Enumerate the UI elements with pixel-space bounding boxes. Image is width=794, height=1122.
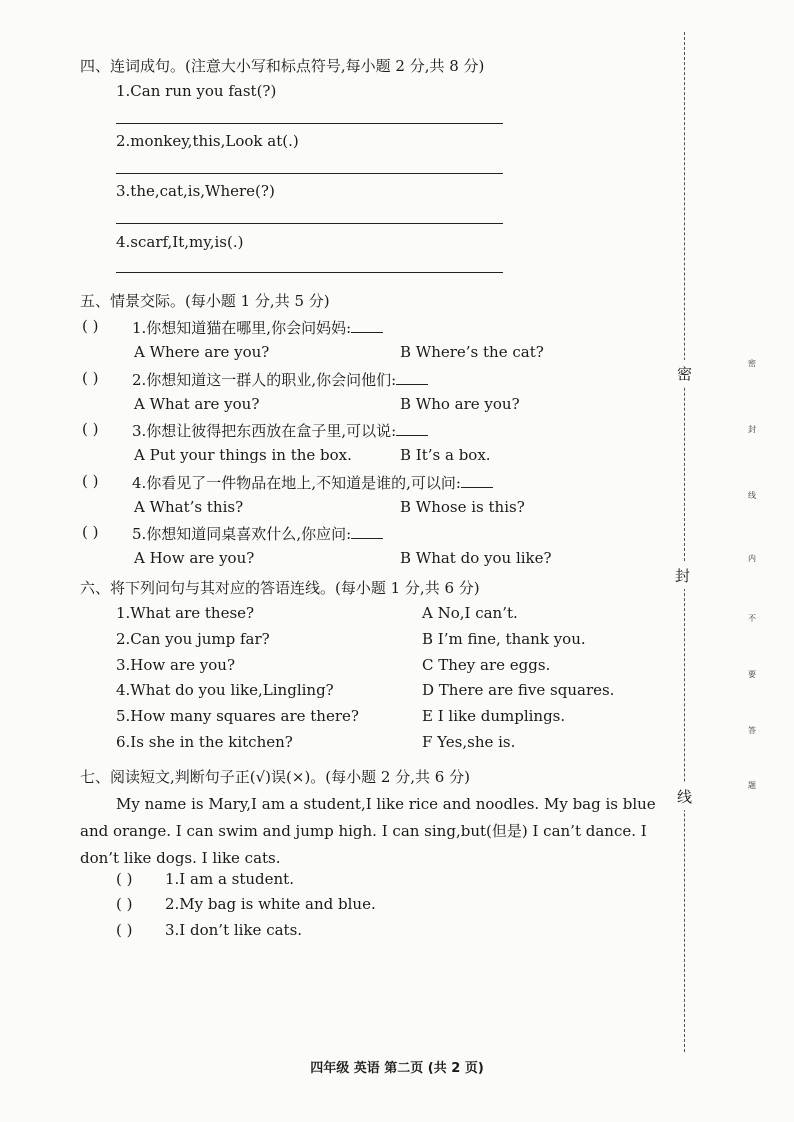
section5-option-b-2: B Who are you? [400, 395, 520, 413]
section4-item-3: 3.the,cat,is,Where(?) [116, 182, 275, 200]
match-answer-d[interactable]: D There are five squares. [422, 681, 615, 699]
fill-blank[interactable] [461, 473, 493, 488]
side-note-4: 内 [748, 554, 756, 563]
section5-option-b-4: B Whose is this? [400, 498, 525, 516]
side-note-5: 不 [748, 614, 756, 623]
judge-item-1: 1.I am a student. [165, 870, 294, 888]
section5-question-3 [132, 420, 428, 441]
section5-option-a-2: A What are you? [134, 395, 260, 413]
answer-line-1[interactable] [116, 123, 503, 124]
answer-bracket[interactable]: ( ) [82, 317, 99, 335]
answer-bracket[interactable]: ( ) [82, 420, 99, 438]
judge-bracket[interactable]: ( ) [116, 870, 133, 888]
section5-question-5 [132, 523, 383, 544]
side-note-2: 封 [748, 425, 756, 434]
judge-bracket[interactable]: ( ) [116, 921, 133, 939]
answer-bracket[interactable]: ( ) [82, 523, 99, 541]
fill-blank[interactable] [351, 318, 383, 333]
judge-bracket[interactable]: ( ) [116, 895, 133, 913]
seal-char-xian: 线 [677, 783, 692, 810]
question-text: 4.你看见了一件物品在地上,不知道是谁的,可以问: [132, 474, 461, 492]
section5-option-a-3: A Put your things in the box. [134, 446, 352, 464]
section5-option-a-1: A Where are you? [134, 343, 270, 361]
section5-title: 五、情景交际。(每小题 1 分,共 5 分) [80, 292, 330, 310]
section5-option-a-5: A How are you? [134, 549, 255, 567]
fill-blank[interactable] [396, 370, 428, 385]
side-note-6: 要 [748, 670, 756, 679]
section5-option-b-3: B It’s a box. [400, 446, 491, 464]
side-note-8: 题 [748, 781, 756, 790]
section4-item-1: 1.Can run you fast(?) [116, 82, 277, 100]
section5-question-2 [132, 369, 428, 390]
match-question-6[interactable]: 6.Is she in the kitchen? [116, 733, 293, 751]
match-answer-b[interactable]: B I’m fine, thank you. [422, 630, 586, 648]
page-footer: 四年级 英语 第二页 (共 2 页) [310, 1061, 484, 1076]
match-question-3[interactable]: 3.How are you? [116, 656, 235, 674]
answer-line-4[interactable] [116, 272, 503, 273]
side-note-1: 密 [748, 359, 756, 368]
section5-option-a-4: A What’s this? [134, 498, 244, 516]
judge-item-2: 2.My bag is white and blue. [165, 895, 376, 913]
match-question-1[interactable]: 1.What are these? [116, 604, 255, 622]
answer-bracket[interactable]: ( ) [82, 472, 99, 490]
answer-line-3[interactable] [116, 223, 503, 224]
side-note-3: 线 [748, 491, 756, 500]
match-question-2[interactable]: 2.Can you jump far? [116, 630, 270, 648]
question-text: 3.你想让彼得把东西放在盒子里,可以说: [132, 422, 397, 440]
section5-option-b-1: B Where’s the cat? [400, 343, 544, 361]
seal-dashed-line [684, 32, 685, 1052]
question-text: 5.你想知道同桌喜欢什么,你应问: [132, 525, 352, 543]
section4-item-2: 2.monkey,this,Look at(.) [116, 132, 299, 150]
match-answer-e[interactable]: E I like dumplings. [422, 707, 566, 725]
reading-passage: My name is Mary,I am a student,I like rice and noodles. My bag is blue and orange. I can swim and jump high. I can sing,but(但是) I can’t dance. I don’t like dogs. I like cats. [80, 795, 656, 867]
seal-char-mi: 密 [677, 360, 692, 387]
seal-char-feng: 封 [675, 562, 690, 589]
section5-question-1 [132, 317, 383, 338]
section5-question-4 [132, 472, 493, 493]
judge-item-3: 3.I don’t like cats. [165, 921, 303, 939]
side-note-7: 答 [748, 726, 756, 735]
match-question-4[interactable]: 4.What do you like,Lingling? [116, 681, 334, 699]
fill-blank[interactable] [351, 524, 383, 539]
question-text: 2.你想知道这一群人的职业,你会问他们: [132, 371, 397, 389]
section6-title: 六、将下列问句与其对应的答语连线。(每小题 1 分,共 6 分) [80, 579, 480, 597]
match-question-5[interactable]: 5.How many squares are there? [116, 707, 359, 725]
fill-blank[interactable] [396, 421, 428, 436]
answer-bracket[interactable]: ( ) [82, 369, 99, 387]
section4-title: 四、连词成句。(注意大小写和标点符号,每小题 2 分,共 8 分) [80, 57, 485, 75]
match-answer-f[interactable]: F Yes,she is. [422, 733, 516, 751]
section7-title: 七、阅读短文,判断句子正(√)误(×)。(每小题 2 分,共 6 分) [80, 768, 470, 786]
section4-item-4: 4.scarf,It,my,is(.) [116, 233, 244, 251]
match-answer-c[interactable]: C They are eggs. [422, 656, 551, 674]
answer-line-2[interactable] [116, 173, 503, 174]
match-answer-a[interactable]: A No,I can’t. [422, 604, 518, 622]
question-text: 1.你想知道猫在哪里,你会问妈妈: [132, 319, 352, 337]
section5-option-b-5: B What do you like? [400, 549, 552, 567]
